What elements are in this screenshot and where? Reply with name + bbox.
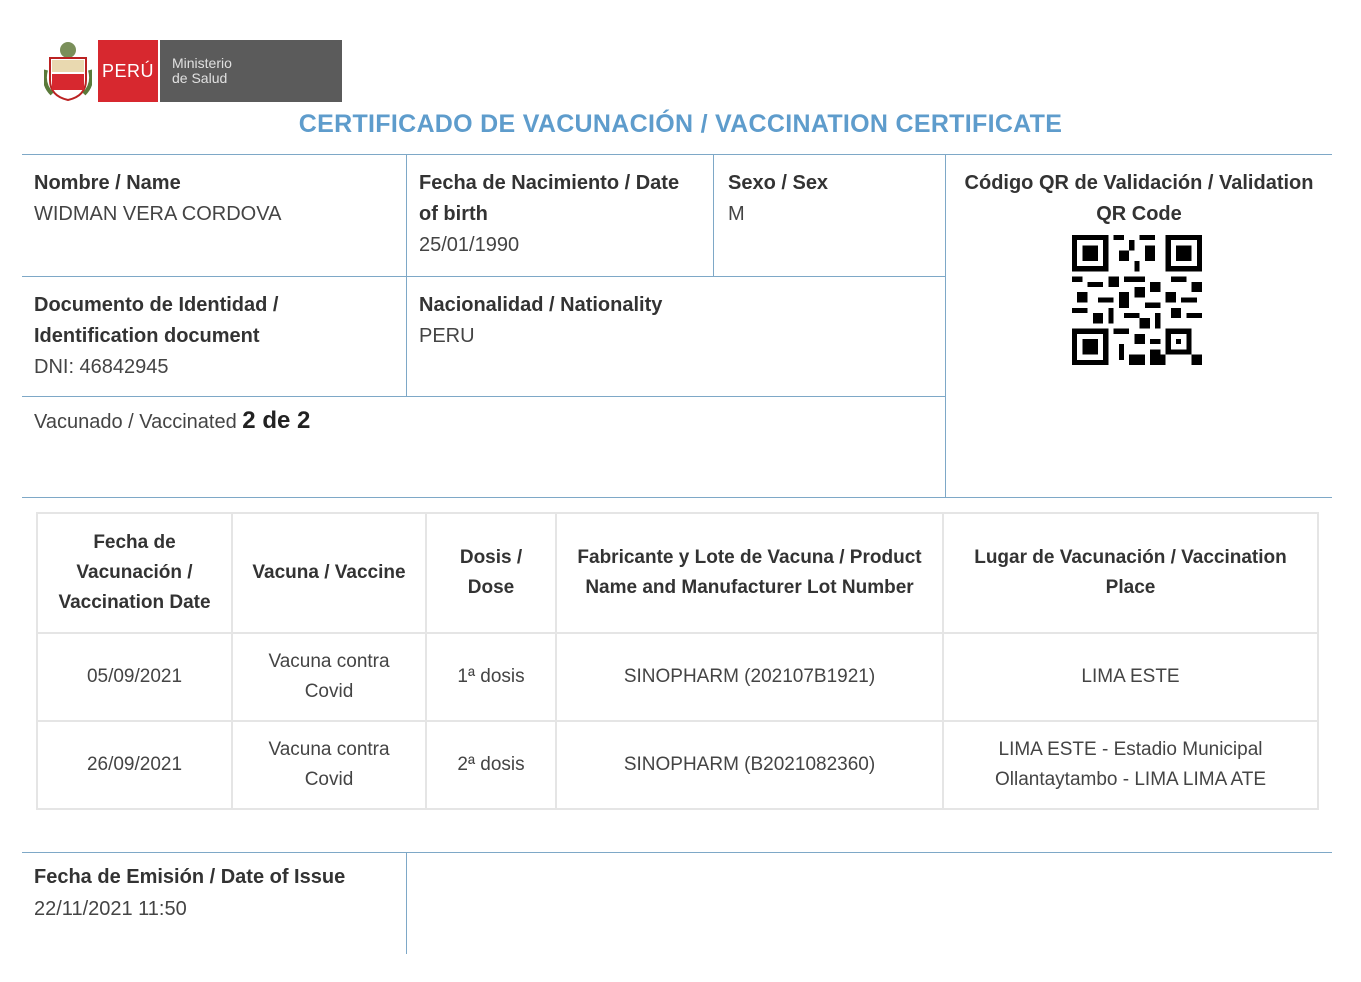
nationality-label: Nacionalidad / Nationality [419, 294, 663, 316]
cell-dose: 2ª dosis [426, 721, 556, 809]
nationality-value: PERU [419, 325, 475, 347]
brand-ministry-line2: de Salud [172, 70, 228, 86]
divider [406, 853, 407, 954]
vaccination-table [36, 512, 1319, 810]
sex-field [728, 168, 828, 230]
col-header-vaccine: Vacuna / Vaccine [232, 513, 426, 633]
cell-dose: 1ª dosis [426, 633, 556, 721]
divider [22, 396, 945, 397]
id-value: DNI: 46842945 [34, 356, 169, 378]
id-label-line1: Documento de Identidad / [34, 294, 279, 316]
col-header-date: Fecha de Vacunación / Vaccination Date [37, 513, 232, 633]
name-value: WIDMAN VERA CORDOVA [34, 203, 282, 225]
divider [22, 276, 945, 277]
divider [22, 852, 1332, 853]
brand-ministry [158, 40, 342, 102]
name-field [34, 168, 281, 230]
cell-vaccine: Vacuna contra Covid [232, 633, 426, 721]
divider [22, 497, 1332, 498]
issue-date-value: 22/11/2021 11:50 [34, 898, 187, 920]
dob-value: 25/01/1990 [419, 234, 520, 256]
cell-date: 05/09/2021 [37, 633, 232, 721]
col-header-manufacturer: Fabricante y Lote de Vacuna / Product Name and Manufacturer Lot Number [556, 513, 943, 633]
sex-label: Sexo / Sex [728, 172, 829, 194]
brand-ministry-line1: Ministerio [172, 55, 232, 71]
dob-label-line1: Fecha de Nacimiento / Date [419, 172, 680, 194]
ministry-logo [44, 40, 342, 102]
peru-coat-of-arms-icon [44, 40, 92, 102]
table-row [37, 721, 1318, 809]
table-row [37, 633, 1318, 721]
name-label: Nombre / Name [34, 172, 181, 194]
divider [22, 154, 1332, 155]
table-header-row [37, 513, 1318, 633]
brand-country: PERÚ [98, 40, 158, 102]
dob-label-line2: of birth [419, 203, 488, 225]
cell-place: LIMA ESTE [943, 633, 1318, 721]
vaccinated-label: Vacunado / Vaccinated [34, 411, 237, 433]
qr-label-line2: QR Code [1096, 203, 1182, 225]
dob-field [419, 168, 679, 261]
divider [406, 155, 407, 396]
cell-date: 26/09/2021 [37, 721, 232, 809]
id-field [34, 290, 278, 383]
divider [713, 155, 714, 276]
cell-manufacturer: SINOPHARM (202107B1921) [556, 633, 943, 721]
id-label-line2: Identification document [34, 325, 260, 347]
qr-label [946, 168, 1332, 230]
qr-code-icon [1072, 235, 1202, 365]
vaccinated-value: 2 de 2 [242, 407, 311, 434]
nationality-field [419, 290, 662, 352]
cell-place: LIMA ESTE - Estadio Municipal Ollantaytambo - LIMA LIMA ATE [943, 721, 1318, 809]
col-header-dose: Dosis / Dose [426, 513, 556, 633]
certificate-title: CERTIFICADO DE VACUNACIÓN / VACCINATION CERTIFICATE [298, 110, 1063, 138]
vaccinated-status [34, 407, 310, 435]
issue-date-label: Fecha de Emisión / Date of Issue [34, 866, 346, 888]
cell-manufacturer: SINOPHARM (B2021082360) [556, 721, 943, 809]
cell-vaccine: Vacuna contra Covid [232, 721, 426, 809]
col-header-place: Lugar de Vacunación / Vaccination Place [943, 513, 1318, 633]
sex-value: M [728, 203, 745, 225]
qr-label-line1: Código QR de Validación / Validation [964, 172, 1314, 194]
